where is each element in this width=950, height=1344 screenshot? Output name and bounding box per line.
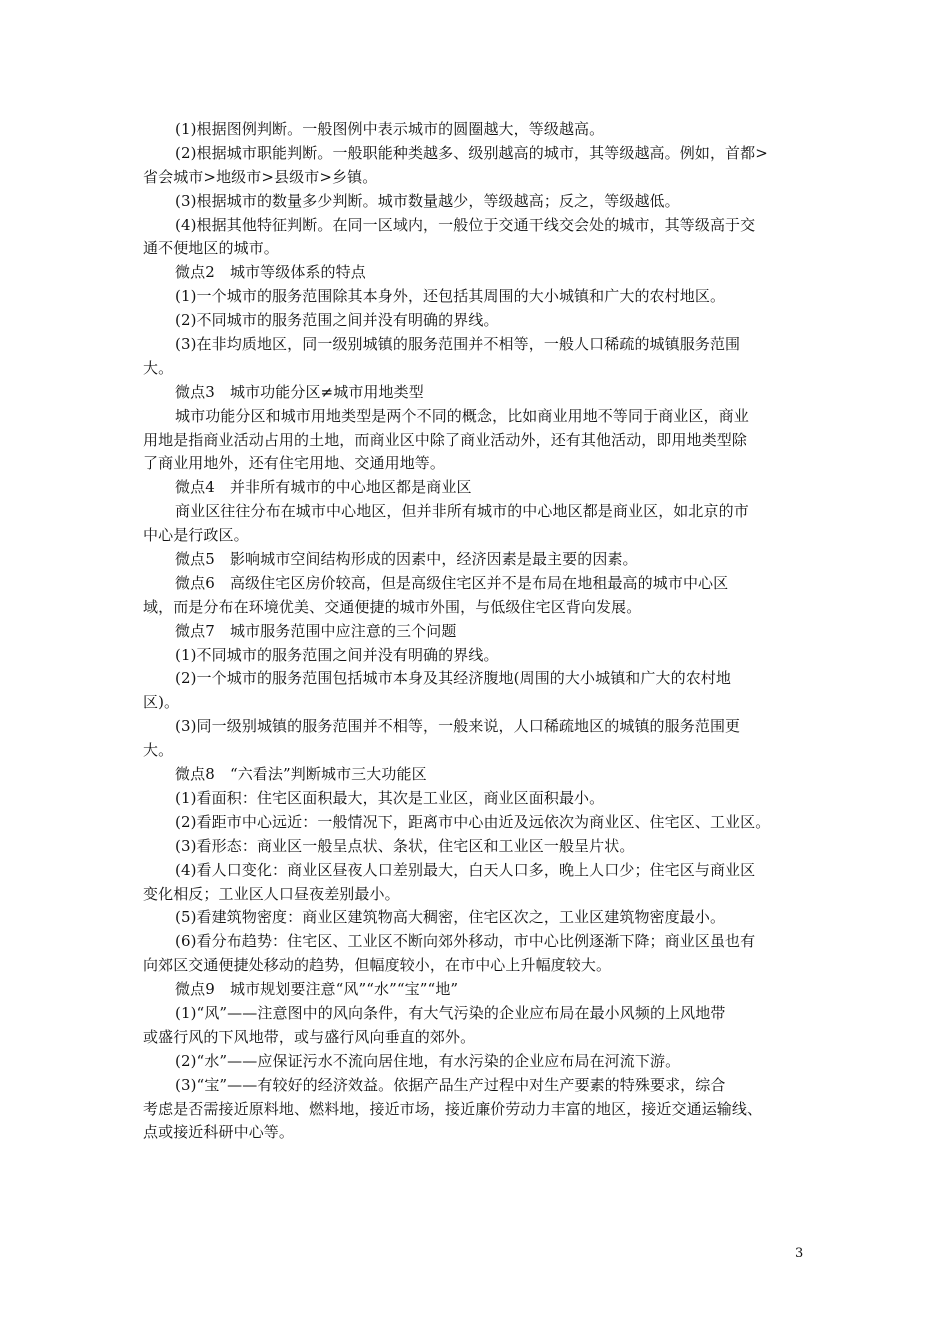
text-line: 中心是行政区。 [143, 526, 249, 545]
text-line: 变化相反；工业区人口昼夜差别最小。 [143, 884, 400, 903]
text-line: 区)。 [143, 693, 180, 712]
text-line: (4)根据其他特征判断。在同一区域内，一般位于交通干线交会处的城市，其等级高于交 [175, 215, 756, 234]
text-line: 商业区往往分布在城市中心地区，但并非所有城市的中心地区都是商业区，如北京的市 [175, 502, 749, 521]
text-line: 微点5 影响城市空间结构形成的因素中，经济因素是最主要的因素。 [175, 550, 638, 569]
text-line: (4)看人口变化：商业区昼夜人口差别最大，白天人口多，晚上人口少；住宅区与商业区 [175, 860, 756, 879]
text-line: 微点6 高级住宅区房价较高，但是高级住宅区并不是布局在地租最高的城市中心区 [175, 573, 729, 592]
text-line: 微点8 “六看法”判断城市三大功能区 [175, 765, 427, 784]
text-line: (2)一个城市的服务范围包括城市本身及其经济腹地(周围的大小城镇和广大的农村地 [175, 669, 732, 688]
text-line: 用地是指商业活动占用的土地，而商业区中除了商业活动外，还有其他活动，即用地类型除 [143, 430, 748, 449]
text-line: 微点7 城市服务范围中应注意的三个问题 [175, 621, 457, 640]
page-body [143, 118, 813, 1145]
text-line: 或盛行风的下风地带，或与盛行风向垂直的郊外。 [143, 1027, 476, 1046]
text-line: (1)根据图例判断。一般图例中表示城市的圆圈越大，等级越高。 [175, 120, 605, 138]
text-line: (3)“宝”——有较好的经济效益。依据产品生产过程中对生产要素的特殊要求，综合 [175, 1075, 726, 1094]
text-line: 点或接近科研中心等。 [143, 1123, 295, 1142]
text-line: (3)根据城市的数量多少判断。城市数量越少，等级越高；反之，等级越低。 [175, 191, 680, 210]
text-line: (1)“风”——注意图中的风向条件，有大气污染的企业应布局在最小风频的上风地带 [175, 1003, 726, 1022]
text-line: 大。 [143, 358, 174, 377]
text-line: 通不便地区的城市。 [143, 239, 279, 258]
text-line: 了商业用地外，还有住宅用地、交通用地等。 [143, 454, 446, 473]
text-line: 域，而是分布在环境优美、交通便捷的城市外围，与低级住宅区背向发展。 [143, 597, 642, 616]
text-line: 向郊区交通便捷处移动的趋势，但幅度较小，在市中心上升幅度较大。 [143, 956, 612, 975]
text-line: (5)看建筑物密度：商业区建筑物高大稠密，住宅区次之，工业区建筑物密度最小。 [175, 908, 726, 927]
text-line: (3)在非均质地区，同一级别城镇的服务范围并不相等，一般人口稀疏的城镇服务范围 [175, 335, 741, 354]
text-line: 微点3 城市功能分区≠城市用地类型 [175, 382, 424, 401]
text-line: (1)不同城市的服务范围之间并没有明确的界线。 [175, 645, 499, 664]
text-line: 大。 [143, 741, 174, 760]
text-line: 微点2 城市等级体系的特点 [175, 263, 366, 282]
text-line: (3)同一级别城镇的服务范围并不相等，一般来说，人口稀疏地区的城镇的服务范围更 [175, 717, 741, 736]
text-line: 城市功能分区和城市用地类型是两个不同的概念，比如商业用地不等同于商业区，商业 [175, 406, 749, 425]
text-line: (2)不同城市的服务范围之间并没有明确的界线。 [175, 311, 499, 330]
page-number: 3 [795, 1246, 804, 1261]
text-line: (2)“水”——应保证污水不流向居住地，有水污染的企业应布局在河流下游。 [175, 1051, 681, 1070]
text-line: (1)看面积：住宅区面积最大，其次是工业区，商业区面积最小。 [175, 788, 605, 807]
text-line: (3)看形态：商业区一般呈点状、条状，住宅区和工业区一般呈片状。 [175, 836, 635, 855]
text-line: (2)看距市中心远近：一般情况下，距离市中心由近及远依次为商业区、住宅区、工业区。 [175, 812, 771, 831]
text-line: (6)看分布趋势：住宅区、工业区不断向郊外移动，市中心比例逐渐下降；商业区虽也有 [175, 932, 756, 951]
text-line: (2)根据城市职能判断。一般职能种类越多、级别越高的城市，其等级越高。例如，首都> [175, 143, 768, 162]
text-line: 考虑是否需接近原料地、燃料地，接近市场，接近廉价劳动力丰富的地区，接近交通运输线、 [143, 1099, 763, 1118]
text-line: 微点4 并非所有城市的中心地区都是商业区 [175, 478, 472, 497]
text-line: 省会城市>地级市>县级市>乡镇。 [143, 167, 378, 186]
text-line: (1)一个城市的服务范围除其本身外，还包括其周围的大小城镇和广大的农村地区。 [175, 287, 726, 306]
text-line: 微点9 城市规划要注意“风”“水”“宝”“地” [175, 980, 459, 999]
